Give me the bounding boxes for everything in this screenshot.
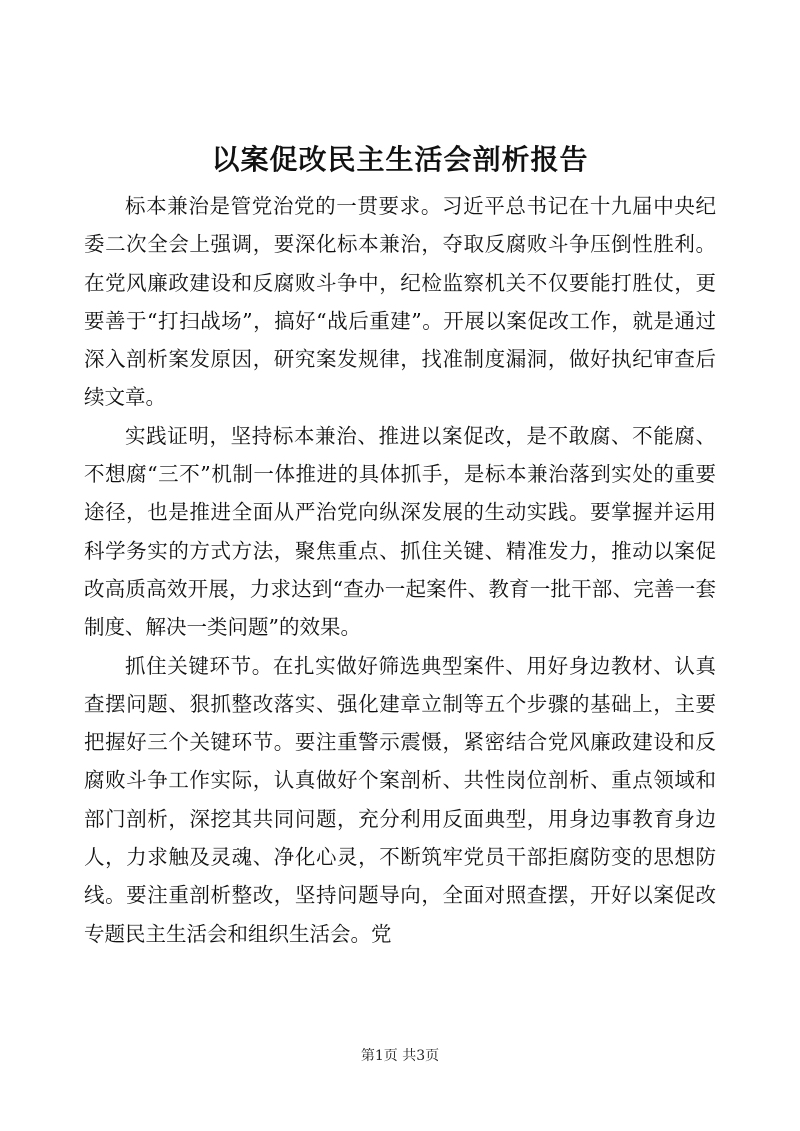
paragraph-1: 标本兼治是管党治党的一贯要求。习近平总书记在十九届中央纪委二次全会上强调，要深化标本兼治，夺取反腐败斗争压倒性胜利。在党风廉政建设和反腐败斗争中，纪检监察机关不仅要能打胜仗，更要善于“打扫战场”，搞好“战后重建”。开展以案促改工作，就是通过深入剖析案发原因，研究案发规律，找准制度漏洞，做好执纪审查后续文章。 bbox=[84, 194, 716, 410]
document-body bbox=[84, 187, 716, 953]
paragraph-3: 抓住关键环节。在扎实做好筛选典型案件、用好身边教材、认真查摆问题、狠抓整改落实、强化建章立制等五个步骤的基础上，主要把握好三个关键环节。要注重警示震慑，紧密结合党风廉政建设和反腐败斗争工作实际，认真做好个案剖析、共性岗位剖析、重点领域和部门剖析，深挖其共同问题，充分利用反面典型，用身边事教育身边人，力求触及灵魂、净化心灵，不断筑牢党员干部拒腐防变的思想防线。要注重剖析整改，坚持问题导向，全面对照查摆，开好以案促改专题民主生活会和组织生活会。党 bbox=[84, 653, 716, 946]
document-title: 以案促改民主生活会剖析报告 bbox=[211, 143, 589, 176]
page-indicator: 第1页 共3页 bbox=[360, 1048, 440, 1064]
paragraph-2: 实践证明，坚持标本兼治、推进以案促改，是不敢腐、不能腐、不想腐“三不”机制一体推进的具体抓手，是标本兼治落到实处的重要途径，也是推进全面从严治党向纵深发展的生动实践。要掌握并运用科学务实的方式方法，聚焦重点、抓住关键、精准发力，推动以案促改高质高效开展，力求达到“查办一起案件、教育一批干部、完善一套制度、解决一类问题”的效果。 bbox=[84, 423, 716, 640]
page-footer bbox=[0, 1046, 800, 1066]
